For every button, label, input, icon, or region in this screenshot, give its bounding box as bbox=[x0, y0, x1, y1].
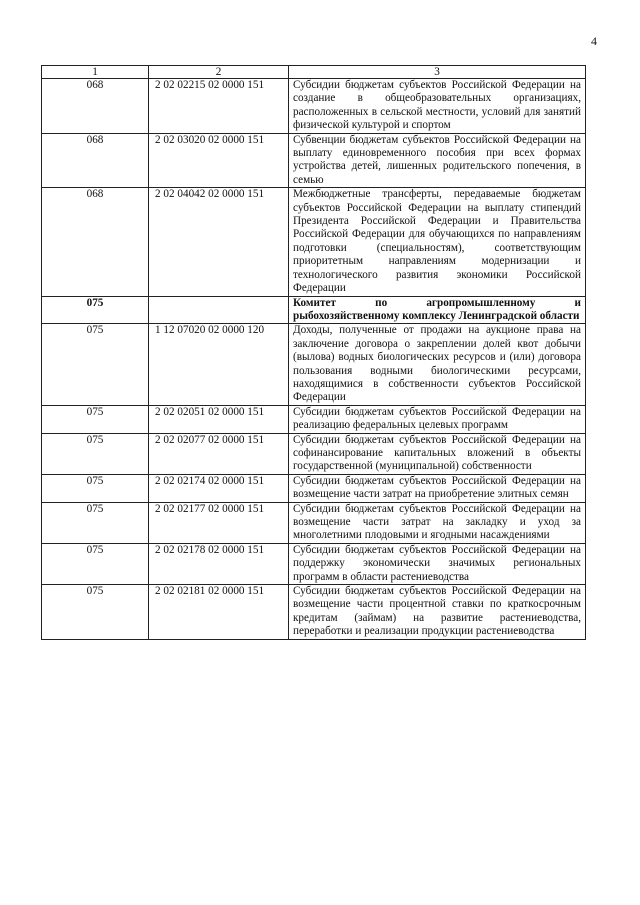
description-cell: Субвенции бюджетам субъектов Российской Федерации на выплату единовременного пособия при всех формах устройства детей, лишенных родительского попечения, в семью bbox=[289, 133, 586, 188]
table-row bbox=[42, 133, 586, 188]
column-header-2: 2 bbox=[149, 66, 289, 79]
admin-code-cell: 068 bbox=[42, 188, 149, 296]
page-number: 4 bbox=[591, 34, 597, 48]
budget-code-cell: 2 02 03020 02 0000 151 bbox=[149, 133, 289, 188]
description-cell: Доходы, полученные от продажи на аукционе права на заключение договора о закреплении долей квот добычи (вылова) водных биологических ресурсов и (или) договора пользования водными биологическими ресурсами, находящимися в собственности субъектов Российской Федерации bbox=[289, 324, 586, 405]
admin-code-cell: 068 bbox=[42, 79, 149, 134]
column-header-1: 1 bbox=[42, 66, 149, 79]
table-row bbox=[42, 433, 586, 474]
description-cell: Субсидии бюджетам субъектов Российской Федерации на реализацию федеральных целевых программ bbox=[289, 405, 586, 433]
admin-code-cell: 075 bbox=[42, 296, 149, 324]
description-cell: Субсидии бюджетам субъектов Российской Федерации на софинансирование капитальных вложений в объекты государственной (муниципальной) собственности bbox=[289, 433, 586, 474]
table-row bbox=[42, 188, 586, 296]
description-cell: Субсидии бюджетам субъектов Российской Федерации на поддержку экономически значимых региональных программ в области растениеводства bbox=[289, 543, 586, 584]
description-cell: Субсидии бюджетам субъектов Российской Федерации на возмещение части затрат на приобретение элитных семян bbox=[289, 474, 586, 502]
admin-code-cell: 075 bbox=[42, 585, 149, 640]
admin-code-cell: 075 bbox=[42, 324, 149, 405]
table-row bbox=[42, 502, 586, 543]
budget-code-cell: 2 02 04042 02 0000 151 bbox=[149, 188, 289, 296]
admin-code-cell: 075 bbox=[42, 474, 149, 502]
description-cell: Субсидии бюджетам субъектов Российской Федерации на создание в общеобразовательных организациях, расположенных в сельской местности, условий для занятий физической культурой и спортом bbox=[289, 79, 586, 134]
table-body bbox=[42, 79, 586, 640]
table-row bbox=[42, 296, 586, 324]
table-row bbox=[42, 79, 586, 134]
description-cell: Межбюджетные трансферты, передаваемые бюджетам субъектов Российской Федерации на выплату стипендий Президента Российской Федерации и Правительства Российской Федерации для обучающихся по направлениям подготовки (специальностям), соответствующим приоритетным направлениям модернизации и технологического развития экономики Российской Федерации bbox=[289, 188, 586, 296]
description-cell: Субсидии бюджетам субъектов Российской Федерации на возмещение части затрат на закладку и уход за многолетними плодовыми и ягодными насаждениями bbox=[289, 502, 586, 543]
budget-code-cell: 2 02 02051 02 0000 151 bbox=[149, 405, 289, 433]
revenue-codes-table bbox=[41, 65, 586, 640]
budget-code-cell: 1 12 07020 02 0000 120 bbox=[149, 324, 289, 405]
table-row bbox=[42, 585, 586, 640]
description-cell: Субсидии бюджетам субъектов Российской Федерации на возмещение части процентной ставки по краткосрочным кредитам (займам) на развитие растениеводства, переработки и реализации продукции растениеводства bbox=[289, 585, 586, 640]
table-row bbox=[42, 543, 586, 584]
admin-code-cell: 075 bbox=[42, 502, 149, 543]
budget-code-cell: 2 02 02177 02 0000 151 bbox=[149, 502, 289, 543]
admin-code-cell: 068 bbox=[42, 133, 149, 188]
table-row bbox=[42, 474, 586, 502]
table-row bbox=[42, 405, 586, 433]
admin-code-cell: 075 bbox=[42, 405, 149, 433]
budget-code-cell: 2 02 02077 02 0000 151 bbox=[149, 433, 289, 474]
table-row bbox=[42, 324, 586, 405]
table-header bbox=[42, 66, 586, 79]
budget-code-cell: 2 02 02215 02 0000 151 bbox=[149, 79, 289, 134]
description-cell: Комитет по агропромышленному и рыбохозяйственному комплексу Ленинградской области bbox=[289, 296, 586, 324]
admin-code-cell: 075 bbox=[42, 433, 149, 474]
budget-code-cell: 2 02 02178 02 0000 151 bbox=[149, 543, 289, 584]
budget-code-cell bbox=[149, 296, 289, 324]
budget-code-cell: 2 02 02174 02 0000 151 bbox=[149, 474, 289, 502]
column-header-3: 3 bbox=[289, 66, 586, 79]
budget-code-cell: 2 02 02181 02 0000 151 bbox=[149, 585, 289, 640]
admin-code-cell: 075 bbox=[42, 543, 149, 584]
